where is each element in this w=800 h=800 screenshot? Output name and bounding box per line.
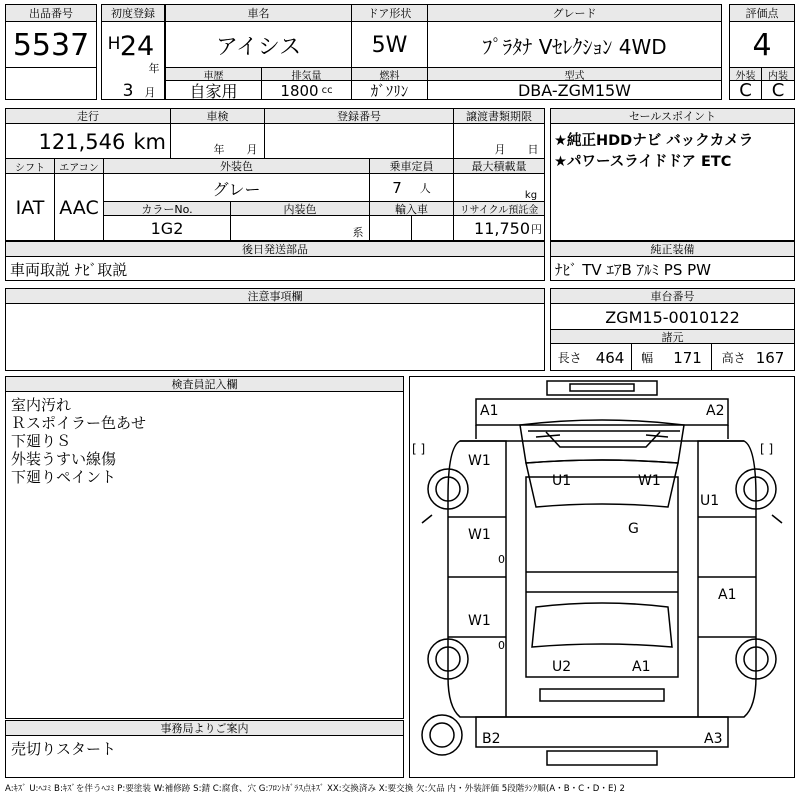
history: 自家用	[189, 82, 238, 99]
color-no: 1G2	[150, 219, 184, 238]
door-type: 5W	[371, 32, 408, 58]
int-grade: C	[771, 82, 785, 99]
width-label: 幅	[641, 351, 654, 365]
mark-bracket-right: [ ]	[760, 442, 774, 456]
notes-box	[5, 288, 545, 371]
insp-month-unit: 月	[246, 143, 258, 156]
car-diagram-svg	[410, 377, 794, 777]
car-diagram	[409, 376, 795, 778]
displacement-value: 1800	[280, 82, 319, 99]
mark-a1-front-left: A1	[480, 403, 499, 419]
length-value: 464	[595, 348, 625, 367]
mileage-unit: km	[133, 129, 166, 154]
office-box	[5, 720, 404, 778]
mark-zero-2: 0	[498, 639, 505, 652]
first-reg-label: 初度登録	[102, 5, 164, 22]
model: DBA-ZGM15W	[517, 82, 631, 99]
car-spec-grid	[165, 4, 722, 100]
chassis-number: ZGM15-0010122	[605, 307, 740, 327]
mark-zero-1: 0	[498, 553, 505, 566]
later-parts-label: 後日発送部品	[6, 242, 544, 257]
int-color-label: 内装色	[231, 202, 369, 216]
ext-grade: C	[739, 82, 752, 99]
width-value: 171	[673, 348, 702, 367]
fuel: ｶﾞｿﾘﾝ	[370, 82, 409, 99]
capacity-value: 7	[392, 179, 402, 197]
legend: A:ｷｽﾞ U:ﾍｺﾐ B:ｷｽﾞを伴うﾍｺﾐ P:要塗装 W:補修跡 S:錆 C:腐食、穴 G:ﾌﾛﾝﾄｶﾞﾗｽ点ｷｽﾞ XX:交換済み X:要交換 欠:欠品 内・外装評価 5段階ﾗﾝｸ順(A・B・C・D・E) 2	[5, 784, 625, 794]
reg-month: 3	[122, 81, 134, 101]
mark-b2-rear-left: B2	[482, 731, 501, 747]
inspector-label: 検査員記入欄	[6, 377, 403, 392]
inspector-box	[5, 376, 404, 719]
mark-w1-left-front: W1	[468, 453, 491, 469]
height-value: 167	[755, 348, 785, 367]
ext-color-label: 外装色	[104, 159, 369, 174]
inspection-label: 車検	[171, 109, 264, 124]
inspector-line-3: 下廻りＳ	[11, 431, 72, 449]
score-box	[729, 4, 795, 100]
grade: ﾌﾟﾗﾀﾅ Vｾﾚｸｼｮﾝ 4WD	[482, 34, 667, 59]
width	[632, 345, 711, 370]
office-label: 事務局よりご案内	[6, 721, 403, 736]
transfer-day-unit: 日	[527, 143, 539, 156]
capacity-unit: 人	[419, 182, 431, 195]
lot-box	[5, 4, 97, 100]
mileage	[6, 125, 166, 158]
transfer-label: 譲渡書類期限	[454, 109, 544, 124]
height	[712, 345, 794, 370]
year-unit: 年	[148, 62, 160, 75]
chassis-box	[550, 288, 795, 371]
dims-label: 諸元	[551, 330, 794, 344]
capacity-label: 乗車定員	[370, 159, 453, 174]
car-name-label: 車名	[166, 5, 351, 22]
month-unit: 月	[144, 86, 156, 99]
int-color-unit: 系	[352, 226, 364, 239]
mark-bracket-left: [ ]	[412, 442, 426, 456]
displacement-label: 排気量	[262, 68, 351, 81]
sales-point-1: ★純正HDDナビ バックカメラ	[554, 132, 754, 149]
car-name: アイシス	[215, 34, 302, 60]
displacement-unit: cc	[321, 85, 333, 96]
mileage-label: 走行	[6, 109, 170, 124]
grade-label: グレード	[428, 5, 721, 22]
mark-u2-rear: U2	[552, 659, 572, 675]
mark-u1-hood: U1	[552, 473, 572, 489]
first-registration-box	[101, 4, 165, 100]
shift: IAT	[15, 196, 45, 219]
mark-w1-left-mid2: W1	[468, 613, 491, 629]
inspector-line-4: 外装うすい線傷	[11, 449, 117, 467]
color-no-label: カラーNo.	[104, 202, 230, 216]
door-label: ドア形状	[352, 5, 427, 22]
equipment-label: 純正装備	[551, 242, 794, 257]
era: H	[107, 34, 121, 54]
import-label: 輸入車	[370, 202, 453, 216]
reg-year: 24	[120, 30, 154, 62]
sales-point-2: ★パワースライドドア ETC	[554, 153, 732, 170]
lot-label: 出品番号	[6, 5, 96, 22]
recycle-unit: 円	[531, 222, 542, 236]
recycle	[454, 217, 542, 240]
model-label: 型式	[428, 68, 721, 81]
mark-a1-right: A1	[718, 587, 737, 603]
mileage-value: 121,546	[38, 129, 126, 154]
mark-w1-left-mid1: W1	[468, 527, 491, 543]
sales-points-label: セールスポイント	[551, 109, 794, 124]
ac: AAC	[59, 196, 99, 219]
capacity	[370, 175, 453, 201]
office-text: 売切りスタート	[11, 739, 117, 758]
lot-number: 5537	[12, 27, 90, 63]
ext-grade-label: 外装	[730, 68, 761, 81]
chassis-label: 車台番号	[551, 289, 794, 304]
mark-w1-hood: W1	[638, 473, 661, 489]
score-label: 評価点	[730, 5, 794, 22]
recycle-label: リサイクル預託金	[454, 202, 544, 216]
inspector-line-1: 室内汚れ	[11, 395, 72, 413]
later-parts-box	[5, 241, 545, 281]
max-load-unit: kg	[524, 189, 538, 201]
inspector-line-5: 下廻りペイント	[11, 467, 117, 485]
equipment-box	[550, 241, 795, 281]
ext-color: グレー	[212, 179, 261, 199]
mark-u1-right: U1	[700, 493, 720, 509]
displacement	[262, 82, 351, 99]
later-parts: 車両取説 ﾅﾋﾞ取説	[10, 261, 128, 279]
length	[551, 345, 631, 370]
int-grade-label: 内装	[762, 68, 794, 81]
mark-a3-rear-right: A3	[704, 731, 723, 747]
notes-label: 注意事項欄	[6, 289, 544, 304]
equipment: ﾅﾋﾞ TV ｴｱB ｱﾙﾐ PS PW	[555, 261, 711, 279]
sales-points-box	[550, 108, 795, 241]
max-load-label: 最大積載量	[454, 159, 544, 174]
mark-a1-rear: A1	[632, 659, 651, 675]
mark-a2-front-right: A2	[706, 403, 725, 419]
ac-label: エアコン	[55, 159, 103, 174]
length-label: 長さ	[557, 351, 582, 365]
inspector-line-2: Ｒスポイラー色あせ	[11, 413, 147, 431]
history-label: 車歴	[166, 68, 261, 81]
height-label: 高さ	[721, 351, 746, 365]
spec-grid	[5, 108, 545, 241]
recycle-value: 11,750	[474, 219, 530, 238]
score: 4	[752, 27, 772, 63]
shift-label: シフト	[6, 159, 54, 174]
fuel-label: 燃料	[352, 68, 427, 81]
mark-g-glass: G	[628, 521, 639, 537]
transfer-month-unit: 月	[494, 143, 506, 156]
reg-no-label: 登録番号	[265, 109, 453, 124]
insp-year-unit: 年	[213, 143, 225, 156]
